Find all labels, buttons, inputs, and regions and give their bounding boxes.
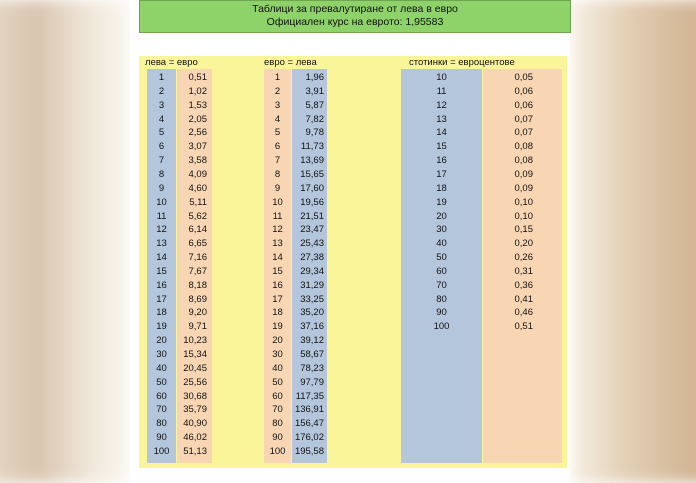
bgn_to_eur-cell-right: 2,56: [188, 127, 207, 139]
bgn_to_eur-cell-right: 1,53: [188, 99, 207, 111]
bgn_to_eur-cell-right: 0,51: [188, 72, 207, 83]
eur_to_bgn-cell-left: 4: [274, 113, 281, 125]
cents-cell-right: 0,15: [514, 224, 533, 236]
eur_to_bgn-cell-right: 39,12: [300, 335, 324, 347]
cents-cell-right: 0,31: [514, 265, 533, 277]
eur_to_bgn-cell-right: 21,51: [300, 210, 324, 222]
bgn_to_eur-cell-left: 17: [156, 293, 167, 305]
bgn_to_eur-cell-left: 2: [158, 85, 165, 97]
bgn_to_eur-cell-right: 9,20: [188, 307, 207, 319]
eur_to_bgn-cell-left: 40: [272, 362, 283, 374]
bgn_to_eur-cell-right: 1,02: [188, 85, 207, 97]
eur_to_bgn-cell-right: 78,23: [300, 362, 324, 374]
cents-cell-right: 0,26: [514, 252, 533, 264]
eur_to_bgn-cell-right: 19,56: [300, 196, 324, 208]
title-line: Таблици за превалутиране от лева в евро: [252, 3, 458, 15]
bgn_to_eur-cell-right: 3,58: [188, 155, 207, 167]
cents-cell-left: 30: [436, 224, 447, 236]
eur_to_bgn-cell-left: 6: [274, 141, 281, 153]
bgn_to_eur-cell-left: 15: [156, 265, 167, 277]
subtitle-line: Официален курс на еврото: 1,95583: [266, 16, 444, 28]
eur_to_bgn-cell-left: 11: [272, 210, 283, 222]
eur_to_bgn-cell-left: 15: [272, 265, 283, 277]
eur_to_bgn-cell-left: 10: [272, 196, 283, 208]
bgn_to_eur-cell-left: 4: [158, 113, 165, 125]
cents-cell-right: 0,51: [514, 321, 533, 333]
cents-cell-right: 0,10: [514, 196, 533, 208]
bgn_to_eur-cell-right: 3,07: [188, 141, 207, 153]
bgn_to_eur-cell-left: 60: [156, 390, 167, 402]
cents-cell-left: 13: [436, 113, 447, 125]
cents-cell-right: 0,09: [514, 168, 533, 180]
eur_to_bgn-cell-left: 30: [272, 349, 283, 360]
cents-cell-left: 19: [436, 196, 447, 208]
header-eur-to-bgn: евро = лева: [264, 57, 317, 68]
bgn_to_eur-cell-right: 5,62: [188, 210, 207, 222]
bgn_to_eur-cell-left: 11: [156, 210, 167, 222]
cents-cell-right: 0,06: [514, 99, 533, 111]
cents-cell-right: 0,08: [514, 141, 533, 153]
eur_to_bgn-cell-left: 7: [274, 155, 281, 167]
eur_to_bgn-cell-left: 20: [272, 335, 283, 347]
bgn_to_eur-cell-left: 3: [158, 99, 165, 111]
cents-cell-right: 0,10: [514, 210, 533, 222]
cents-cell-left: 15: [436, 141, 447, 153]
bgn_to_eur-cell-left: 100: [153, 445, 170, 457]
eur_to_bgn-cell-left: 50: [272, 376, 283, 388]
bgn_to_eur-cell-left: 9: [158, 182, 165, 194]
eur_to_bgn-cell-left: 70: [272, 404, 283, 416]
bgn_to_eur-cell-left: 1: [158, 72, 165, 83]
bgn_to_eur-cell-left: 30: [156, 349, 167, 360]
eur_to_bgn-cell-left: 2: [274, 85, 281, 97]
bgn_to_eur-cell-right: 4,60: [188, 182, 207, 194]
eur_to_bgn-cell-right: 33,25: [300, 293, 324, 305]
blurred-background-right: [572, 0, 696, 483]
bgn_to_eur-cell-left: 7: [158, 155, 165, 167]
eur_to_bgn-cell-right: 97,79: [300, 376, 324, 388]
eur_to_bgn-cell-right: 25,43: [300, 238, 324, 250]
bgn_to_eur-cell-right: 51,13: [183, 445, 207, 457]
bgn_to_eur-cell-right: 30,68: [183, 390, 207, 402]
bgn_to_eur-cell-left: 10: [156, 196, 167, 208]
eur_to_bgn-cell-right: 15,65: [300, 168, 324, 180]
eur_to_bgn-cell-right: 35,20: [300, 307, 324, 319]
bgn_to_eur-cell-left: 40: [156, 362, 167, 374]
bgn_to_eur-cell-left: 5: [158, 127, 165, 139]
eur_to_bgn-cell-left: 90: [272, 432, 283, 444]
cents-cell-left: 10: [436, 72, 447, 83]
bgn_to_eur-cell-left: 12: [156, 224, 167, 236]
eur_to_bgn-cell-right: 27,38: [300, 252, 324, 264]
bgn_to_eur-cell-left: 18: [156, 307, 167, 319]
cents-cell-left: 70: [436, 279, 447, 291]
eur_to_bgn-cell-left: 19: [272, 321, 283, 333]
header-cents: стотинки = евроцентове: [409, 57, 515, 68]
bgn_to_eur-cell-right: 6,65: [188, 238, 207, 250]
eur_to_bgn-cell-right: 156,47: [294, 418, 324, 430]
bgn_to_eur-cell-left: 20: [156, 335, 167, 347]
eur_to_bgn-cell-right: 117,35: [295, 390, 324, 402]
cents-cell-right: 0,20: [514, 238, 533, 250]
eur_to_bgn-cell-right: 58,67: [300, 349, 324, 360]
cents-cell-right: 0,09: [514, 182, 533, 194]
eur_to_bgn-cell-left: 14: [272, 252, 283, 264]
bgn_to_eur-cell-right: 35,79: [183, 404, 207, 416]
eur_to_bgn-cell-left: 8: [274, 168, 281, 180]
cents-cell-left: 12: [436, 99, 447, 111]
bgn_to_eur-cell-right: 7,16: [188, 252, 207, 264]
bgn_to_eur-cell-right: 40,90: [183, 418, 207, 430]
bgn_to_eur-cell-left: 6: [158, 141, 165, 153]
bgn_to_eur-cell-right: 8,18: [188, 279, 207, 291]
eur_to_bgn-cell-right: 31,29: [300, 279, 324, 291]
cents-cell-left: 50: [436, 252, 447, 264]
cents-cell-left: 14: [436, 127, 447, 139]
cents-cell-left: 90: [436, 307, 447, 319]
eur_to_bgn-cell-right: 5,87: [305, 99, 324, 111]
bgn_to_eur-cell-right: 2,05: [188, 113, 207, 125]
bgn_to_eur-cell-right: 9,71: [188, 321, 207, 333]
eur_to_bgn-cell-right: 9,78: [305, 127, 324, 139]
bgn_to_eur-cell-right: 6,14: [188, 224, 207, 236]
eur_to_bgn-cell-left: 5: [274, 127, 281, 139]
eur_to_bgn-cell-right: 29,34: [300, 265, 324, 277]
bgn_to_eur-cell-left: 13: [156, 238, 167, 250]
eur_to_bgn-cell-left: 60: [272, 390, 283, 402]
eur_to_bgn-cell-right: 23,47: [300, 224, 324, 236]
bgn_to_eur-cell-right: 4,09: [188, 168, 207, 180]
eur_to_bgn-cell-right: 195,58: [294, 445, 324, 457]
cents-cell-left: 60: [436, 265, 447, 277]
cents-cell-left: 100: [433, 321, 450, 333]
cents-cell-left: 17: [436, 168, 447, 180]
cents-cell-left: 80: [436, 293, 447, 305]
cents-cell-right: 0,07: [514, 127, 533, 139]
eur_to_bgn-cell-left: 3: [274, 99, 281, 111]
bgn_to_eur-cell-right: 20,45: [183, 362, 207, 374]
header-bgn-to-eur: лева = евро: [145, 57, 198, 68]
eur_to_bgn-cell-left: 13: [272, 238, 283, 250]
eur_to_bgn-cell-right: 136,91: [294, 404, 324, 416]
bgn_to_eur-cell-left: 8: [158, 168, 165, 180]
eur_to_bgn-cell-left: 1: [274, 72, 281, 83]
eur_to_bgn-cell-right: 11,73: [300, 141, 324, 153]
bgn_to_eur-cell-left: 14: [156, 252, 167, 264]
eur_to_bgn-cell-right: 176,02: [294, 432, 324, 444]
cents-cell-right: 0,05: [514, 72, 533, 83]
cents-cell-right: 0,07: [514, 113, 533, 125]
eur_to_bgn-cell-left: 17: [272, 293, 283, 305]
bgn_to_eur-cell-right: 5,11: [189, 196, 207, 208]
eur_to_bgn-cell-right: 1,96: [305, 72, 324, 83]
eur_to_bgn-cell-left: 80: [272, 418, 283, 430]
cents-cell-right: 0,41: [514, 293, 533, 305]
cents-cell-left: 18: [436, 182, 447, 194]
eur_to_bgn-cell-left: 9: [274, 182, 281, 194]
cents-cell-right: 0,36: [514, 279, 533, 291]
cents-cell-left: 11: [436, 85, 447, 97]
bgn_to_eur-cell-right: 7,67: [188, 265, 207, 277]
cents-cell-left: 20: [436, 210, 447, 222]
bgn_to_eur-cell-right: 15,34: [183, 349, 207, 360]
bgn_to_eur-cell-left: 90: [156, 432, 167, 444]
bgn_to_eur-cell-right: 46,02: [183, 432, 207, 444]
cents-cell-right: 0,08: [514, 155, 533, 167]
eur_to_bgn-cell-right: 3,91: [305, 85, 324, 97]
bgn_to_eur-cell-right: 25,56: [183, 376, 207, 388]
eur_to_bgn-cell-left: 16: [272, 279, 283, 291]
cents-cell-left: 40: [436, 238, 447, 250]
bgn_to_eur-cell-left: 50: [156, 376, 167, 388]
eur_to_bgn-cell-right: 13,69: [300, 155, 324, 167]
blurred-background-left: [0, 0, 130, 483]
bgn_to_eur-cell-right: 10,23: [183, 335, 207, 347]
eur_to_bgn-cell-left: 12: [272, 224, 283, 236]
cents-cell-left: 16: [436, 155, 447, 167]
eur_to_bgn-cell-left: 18: [272, 307, 283, 319]
bgn_to_eur-cell-right: 8,69: [188, 293, 207, 305]
eur_to_bgn-cell-right: 17,60: [300, 182, 324, 194]
bgn_to_eur-cell-left: 70: [156, 404, 167, 416]
bgn_to_eur-cell-left: 80: [156, 418, 167, 430]
eur_to_bgn-cell-left: 100: [269, 445, 286, 457]
cents-cell-right: 0,46: [514, 307, 533, 319]
eur_to_bgn-cell-right: 7,82: [305, 113, 324, 125]
bgn_to_eur-cell-left: 19: [156, 321, 167, 333]
cents-cell-right: 0,06: [514, 85, 533, 97]
bgn_to_eur-cell-left: 16: [156, 279, 167, 291]
eur_to_bgn-cell-right: 37,16: [300, 321, 324, 333]
title-banner: [139, 0, 571, 33]
